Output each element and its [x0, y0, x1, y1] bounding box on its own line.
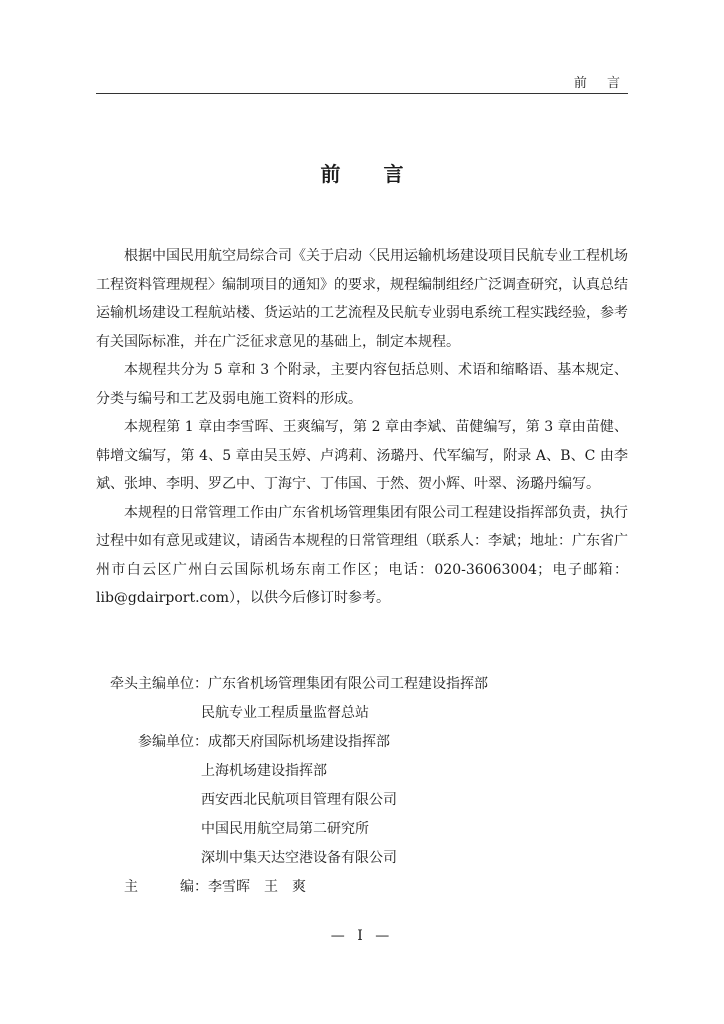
editors-row: 主 编 ： 李雪晖 王 爽 — [96, 873, 628, 902]
lead-unit-row: 牵头主编单位 ： 广东省机场管理集团有限公司工程建设指挥部 — [96, 670, 628, 699]
lead-unit: 民航专业工程质量监督总站 — [201, 705, 369, 721]
paragraph: 根据中国民用航空局综合司《关于启动〈民用运输机场建设项目民航专业工程机场工程资料管理规程〉编制项目的通知》的要求，规程编制组经广泛调查研究，认真总结运输机场建设工程航站楼、货运站的工艺流程及民航专业弱电系统工程实践经验，参考有关国际标准，并在广泛征求意见的基础上，制定本规程。 — [96, 248, 628, 350]
editors-label: 主 编 — [124, 879, 194, 895]
participating-unit-row — [96, 757, 628, 786]
participating-unit-row — [96, 786, 628, 815]
editors: 李雪晖 王 爽 — [208, 879, 306, 895]
paragraph: 本规程共分为 5 章和 3 个附录，主要内容包括总则、术语和缩略语、基本规定、分类与编号和工艺及弱电施工资料的形成。 — [96, 362, 628, 407]
header-rule — [96, 93, 628, 94]
page-title: 前 言 — [320, 162, 422, 186]
editorial-units — [96, 670, 628, 902]
participating-unit: 深圳中集天达空港设备有限公司 — [201, 850, 397, 866]
participating-unit: 中国民用航空局第二研究所 — [201, 821, 369, 837]
paragraph: 本规程第 1 章由李雪晖、王爽编写，第 2 章由李斌、苗健编写，第 3 章由苗健、韩增文编写，第 4、5 章由吴玉婷、卢鸿莉、汤璐丹、代军编写，附录 A、B、C 由李斌、张坤、李明、罗乙中、丁海宁、丁伟国、于然、贺小辉、叶翠、汤璐丹编写。 — [96, 419, 628, 492]
paragraph: 本规程的日常管理工作由广东省机场管理集团有限公司工程建设指挥部负责，执行过程中如有意见或建议，请函告本规程的日常管理组（联系人：李斌；地址：广东省广州市白云区广州白云国际机场东南工作区；电话：020-36063004；电子邮箱：lib@gdairport.com），以供今后修订时参考。 — [96, 504, 628, 606]
preface-body — [96, 242, 628, 613]
lead-unit-label: 牵头主编单位 — [110, 676, 194, 692]
lead-unit: 广东省机场管理集团有限公司工程建设指挥部 — [208, 676, 488, 692]
participating-unit: 成都天府国际机场建设指挥部 — [208, 734, 390, 750]
lead-unit-row — [96, 699, 628, 728]
page-number: — I — — [330, 928, 394, 944]
participating-unit-row: 参编单位 ： 成都天府国际机场建设指挥部 — [96, 728, 628, 757]
running-header: 前 言 — [573, 76, 628, 91]
participating-unit: 西安西北民航项目管理有限公司 — [201, 792, 397, 808]
participating-unit-label: 参编单位 — [138, 734, 194, 750]
participating-unit-row — [96, 844, 628, 873]
participating-unit-row — [96, 815, 628, 844]
participating-unit: 上海机场建设指挥部 — [201, 763, 327, 779]
